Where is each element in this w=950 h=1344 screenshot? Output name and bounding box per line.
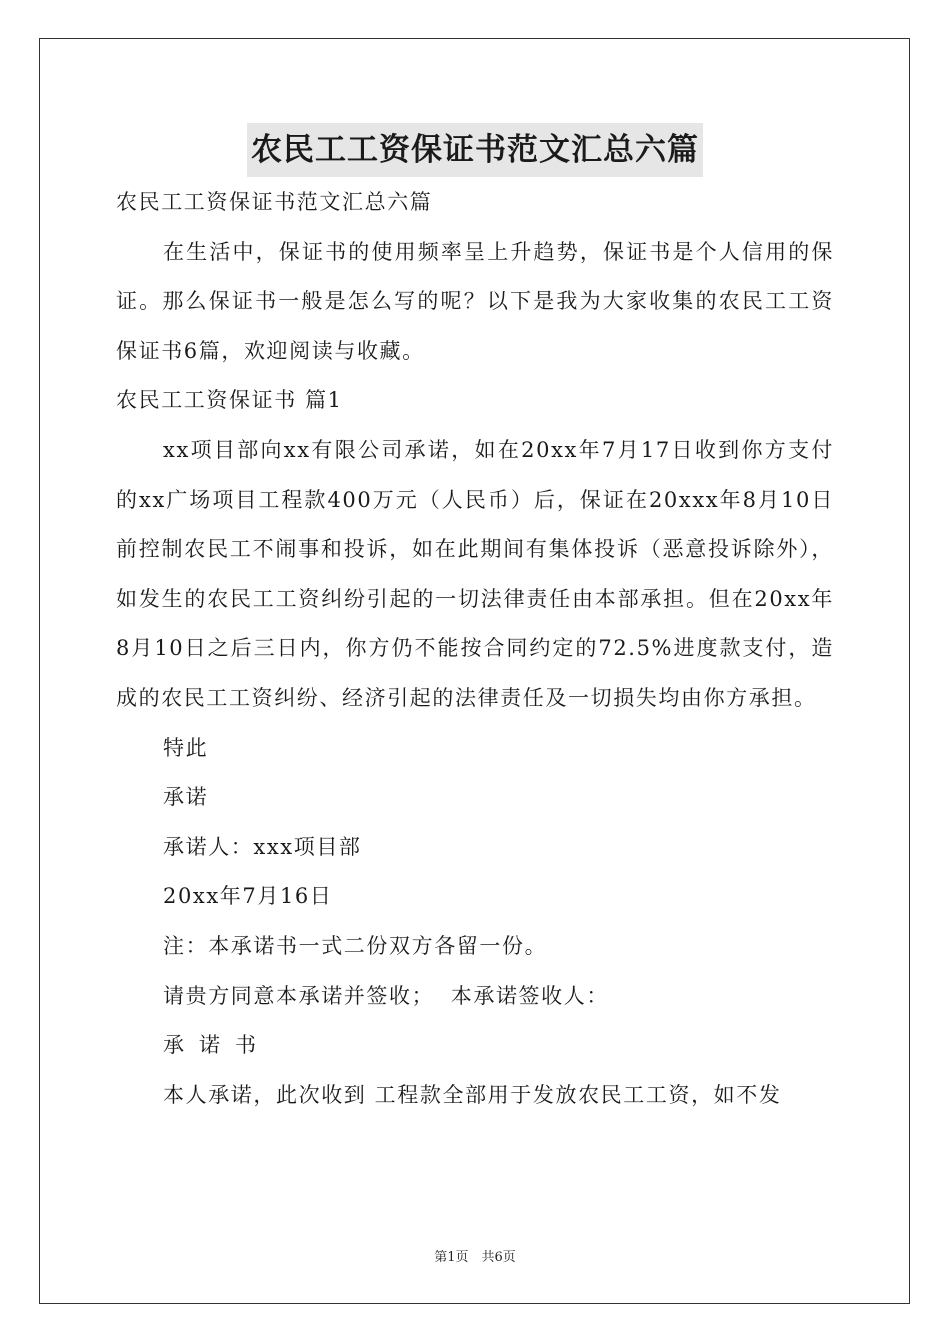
note-line: 注：本承诺书一式二份双方各留一份。	[163, 933, 548, 958]
promisor-line: 承诺人：xxx项目部	[163, 834, 362, 859]
closing-text: 特此	[163, 735, 209, 760]
document-subtitle: 农民工工资保证书范文汇总六篇	[116, 190, 433, 214]
date-line: 20xx年7月16日	[163, 884, 333, 909]
intro-paragraph: 在生活中，保证书的使用频率呈上升趋势，保证书是个人信用的保证。那么保证书一般是怎么写的呢？以下是我为大家收集的农民工工资保证书6篇，欢迎阅读与收藏。	[116, 239, 834, 363]
request-line: 请贵方同意本承诺并签收； 本承诺签收人：	[163, 983, 609, 1008]
section-heading: 农民工工资保证书 篇1	[116, 388, 343, 413]
closing-promise: 承诺	[163, 785, 209, 810]
document-title: 农民工工资保证书范文汇总六篇	[247, 123, 703, 177]
last-line: 本人承诺，此次收到 工程款全部用于发放农民工工资，如不发	[163, 1082, 782, 1107]
page-footer: 第1页 共6页	[434, 1250, 516, 1265]
sub-heading: 承诺书	[163, 1033, 271, 1058]
body-paragraph: xx项目部向xx有限公司承诺，如在20xx年7月17日收到你方支付的xx广场项目工程款400万元（人民币）后，保证在20xxx年8月10日前控制农民工不闹事和投诉，如在此期间有集体投诉（恶意投诉除外），如发生的农民工工资纠纷引起的一切法律责任由本部承担。但在20xx年8月10日之后三日内，你方仍不能按合同约定的72.5%进度款支付，造成的农民工工资纠纷、经济引起的法律责任及一切损失均由你方承担。	[116, 437, 834, 710]
document-body	[116, 178, 834, 1120]
